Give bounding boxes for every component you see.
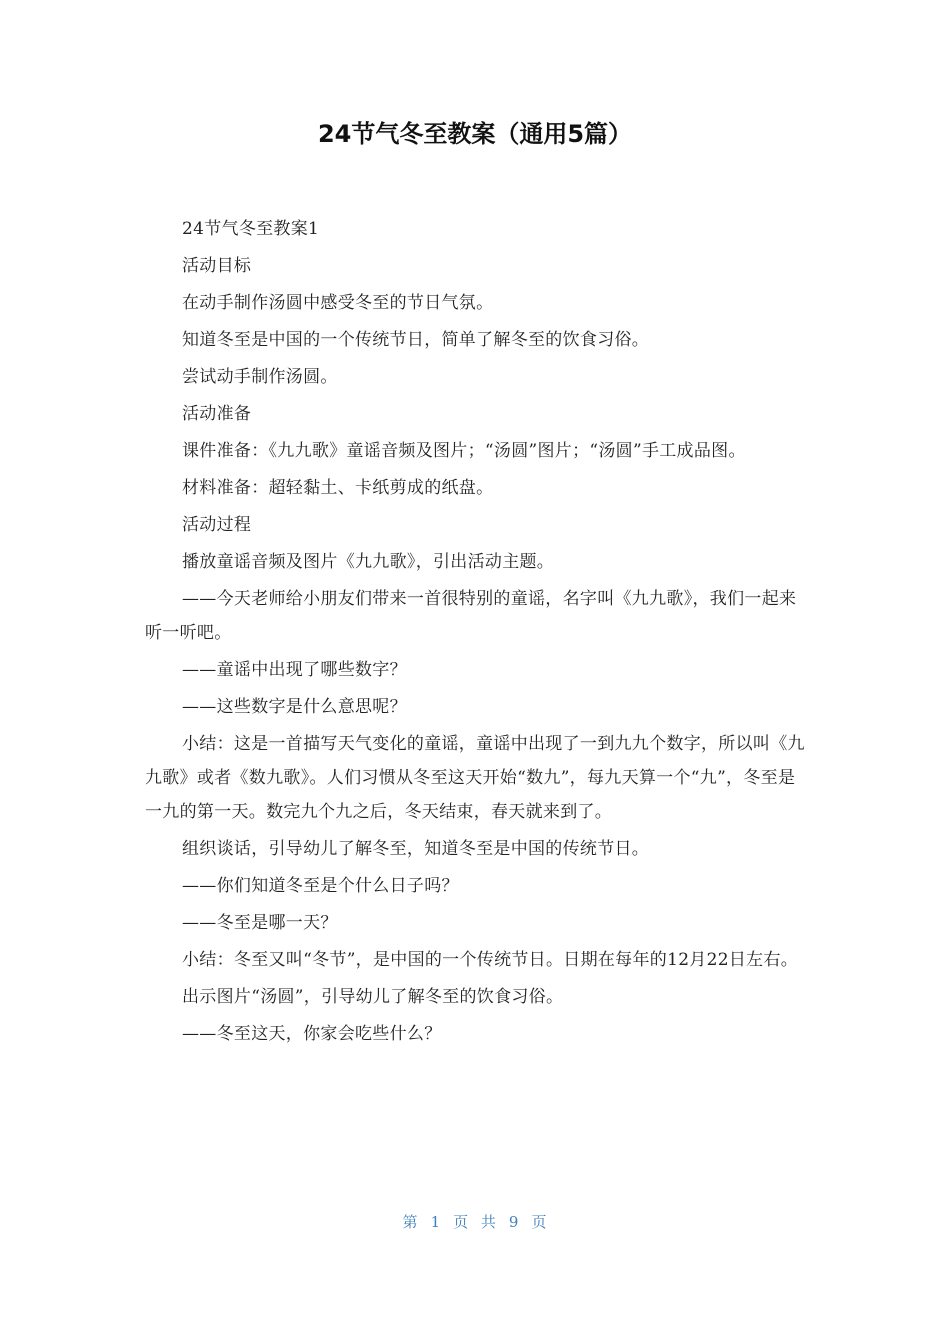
paragraph: 在动手制作汤圆中感受冬至的节日气氛。 [182,293,494,313]
paragraph: 出示图片“汤圆”，引导幼儿了解冬至的饮食习俗。 [182,987,564,1007]
paragraph: 活动过程 [182,515,252,535]
paragraph: 知道冬至是中国的一个传统节日，简单了解冬至的饮食习俗。 [182,330,650,350]
total-pages-number: 9 [508,1213,520,1231]
paragraph: ——这些数字是什么意思呢？ [182,697,407,717]
paragraph: 活动目标 [182,256,252,276]
paragraph: 课件准备：《九九歌》童谣音频及图片；“汤圆”图片；“汤圆”手工成品图。 [182,441,746,461]
document-title: 24节气冬至教案（通用5篇） [317,120,633,148]
paragraph: ——童谣中出现了哪些数字？ [182,660,407,680]
paragraph: ——冬至这天，你家会吃些什么？ [182,1024,442,1044]
paragraph: 尝试动手制作汤圆。 [182,367,338,387]
paragraph: 材料准备：超轻黏土、卡纸剪成的纸盘。 [182,478,494,498]
paragraph: ——你们知道冬至是个什么日子吗？ [182,876,459,896]
paragraph: 组织谈话，引导幼儿了解冬至，知道冬至是中国的传统节日。 [182,839,650,859]
page-label-suffix: 页 [531,1213,548,1231]
page-label-mid: 页 共 [453,1213,497,1231]
paragraph: ——今天老师给小朋友们带来一首很特别的童谣，名字叫《九九歌》，我们一起来听一听吧。 [145,589,797,643]
page-footer [0,1210,950,1234]
paragraph: ——冬至是哪一天？ [182,913,338,933]
paragraph: 小结：冬至又叫“冬节”，是中国的一个传统节日。日期在每年的12月22日左右。 [182,950,799,970]
paragraph: 小结：这是一首描写天气变化的童谣，童谣中出现了一到九九个数字，所以叫《九九歌》或者《数九歌》。人们习惯从冬至这天开始“数九”，每九天算一个“九”，冬至是一九的第一天。数完九个九之后，冬天结束，春天就来到了。 [145,734,805,822]
page-label-prefix: 第 [402,1213,419,1231]
paragraph: 播放童谣音频及图片《九九歌》，引出活动主题。 [182,552,555,572]
document-body [145,212,807,1054]
paragraph: 活动准备 [182,404,252,424]
paragraph: 24节气冬至教案1 [182,219,320,239]
current-page-number: 1 [430,1213,442,1231]
